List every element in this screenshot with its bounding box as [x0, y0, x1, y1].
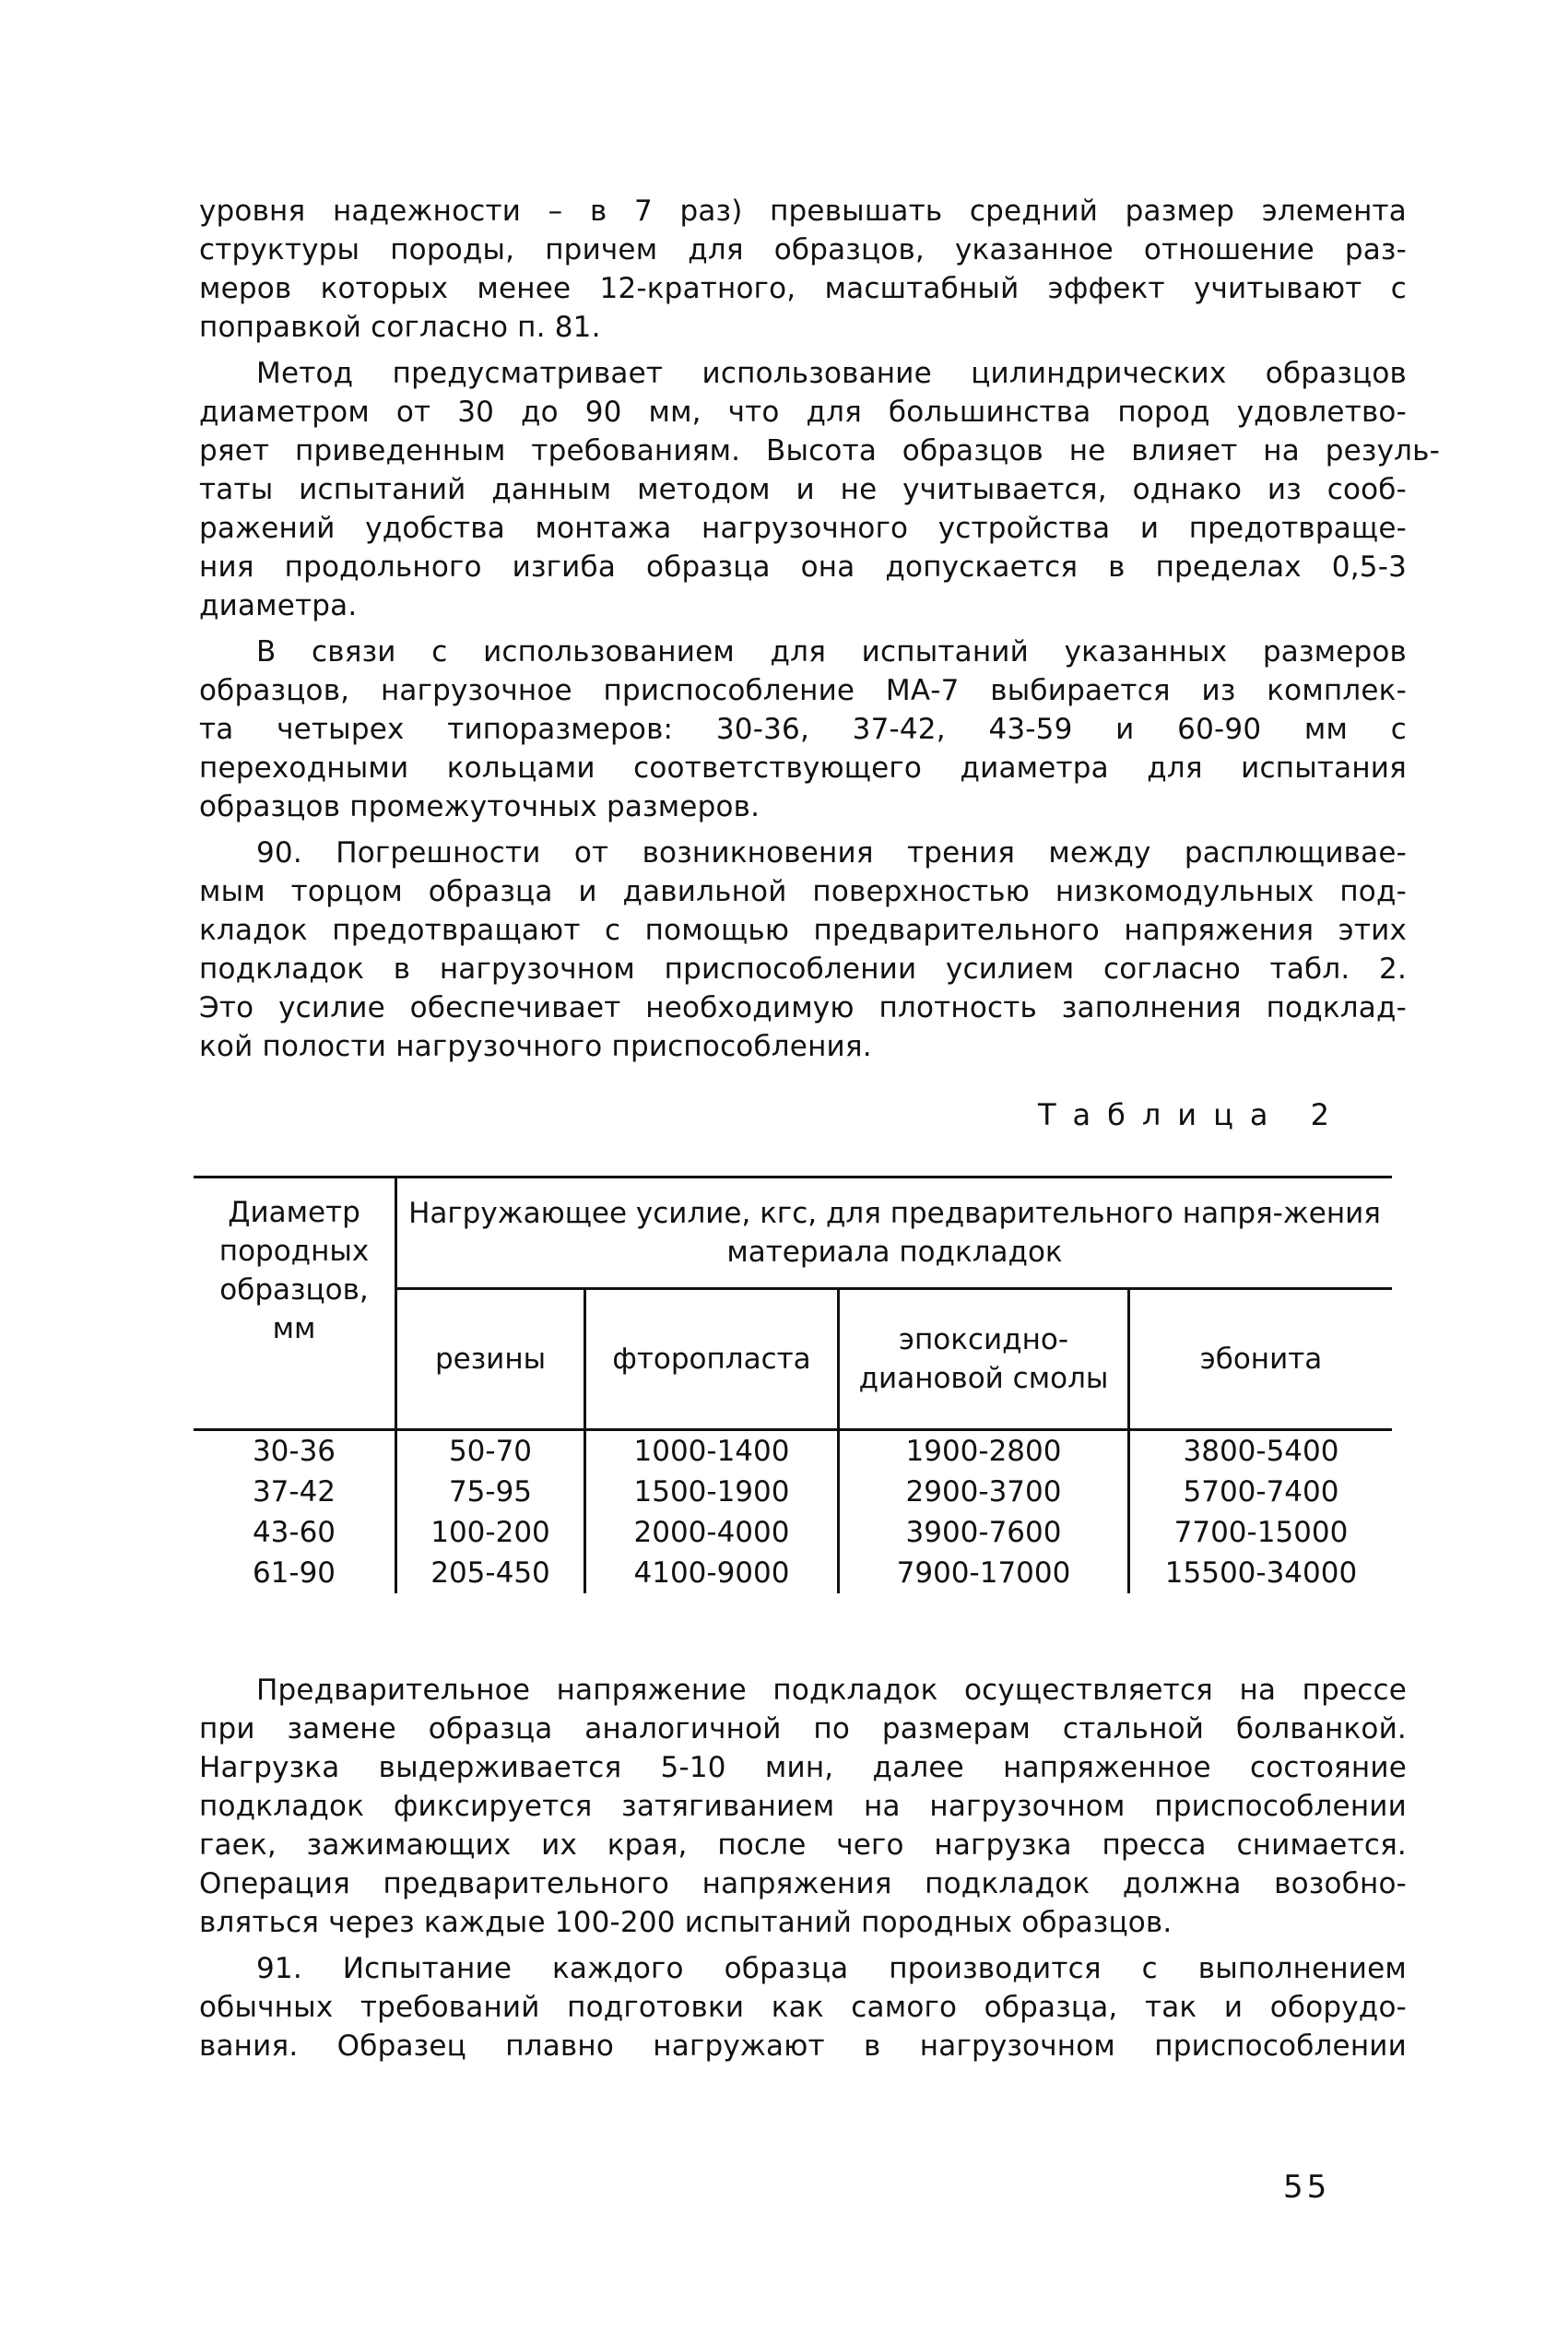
cell-load-value: 7900-17000	[839, 1553, 1129, 1593]
cell-load-value: 4100-9000	[585, 1553, 839, 1593]
cell-load-value: 205-450	[396, 1553, 585, 1593]
text-line: при замене образца аналогичной по размерам стальной болванкой.	[199, 1712, 1407, 1745]
text-line: В связи с использованием для испытаний указанных размеров	[256, 635, 1407, 669]
text-line: 91. Испытание каждого образца производится с выполнением	[256, 1952, 1407, 1985]
text-line: Предварительное напряжение подкладок осуществляется на прессе	[256, 1674, 1407, 1707]
table-row	[194, 1512, 1392, 1553]
text-line: Нагрузка выдерживается 5-10 мин, далее напряженное состояние	[199, 1751, 1407, 1784]
text-line: обычных требований подготовки как самого образца, так и оборудо-	[199, 1991, 1407, 2024]
table-caption: Таблица 2	[1037, 1097, 1346, 1132]
table-row	[194, 1553, 1392, 1593]
text-line: гаек, зажимающих их края, после чего нагрузка пресса снимается.	[199, 1828, 1407, 1862]
text-line: кой полости нагрузочного приспособления.	[199, 1030, 872, 1063]
paragraph-6	[199, 1949, 1407, 2065]
cell-load-value: 1500-1900	[585, 1472, 839, 1512]
header-load: Нагружающее усилие, кгс, для предварительного напря-жения материала подкладок	[396, 1177, 1393, 1289]
text-line: структуры породы, причем для образцов, указанное отношение раз-	[199, 233, 1407, 266]
cell-diameter: 30-36	[194, 1430, 396, 1473]
cell-load-value: 2900-3700	[839, 1472, 1129, 1512]
body-text-bottom	[199, 1671, 1407, 2073]
text-line: поправкой согласно п. 81.	[199, 311, 601, 344]
cell-diameter: 37-42	[194, 1472, 396, 1512]
text-line: Операция предварительного напряжения подкладок должна возобно-	[199, 1867, 1407, 1900]
cell-load-value: 2000-4000	[585, 1512, 839, 1553]
text-line: ряет приведенным требованиям. Высота образцов не влияет на резуль-	[199, 434, 1440, 467]
text-line: ния продольного изгиба образца она допускается в пределах 0,5-3	[199, 550, 1407, 584]
cell-load-value: 75-95	[396, 1472, 585, 1512]
paragraph-2	[199, 354, 1440, 625]
table-row	[194, 1472, 1392, 1512]
text-line: уровня надежности – в 7 раз) превышать средний размер элемента	[199, 195, 1407, 228]
cell-load-value: 50-70	[396, 1430, 585, 1473]
table-body	[194, 1430, 1392, 1594]
cell-load-value: 5700-7400	[1183, 1475, 1339, 1509]
body-text-top	[199, 192, 1440, 1073]
cell-load-value: 100-200	[396, 1512, 585, 1553]
text-line: вания. Образец плавно нагружают в нагрузочном приспособлении	[199, 2029, 1407, 2063]
paragraph-5	[199, 1671, 1407, 1942]
text-line: таты испытаний данным методом и не учитывается, однако из сооб-	[199, 473, 1407, 506]
text-line: подкладок в нагрузочном приспособлении усилием согласно табл. 2.	[199, 953, 1407, 986]
text-line: кладок предотвращают с помощью предварительного напряжения этих	[199, 914, 1407, 947]
text-line: образцов промежуточных размеров.	[199, 790, 760, 823]
subheader-rubber: резины	[396, 1289, 585, 1430]
header-diameter: Диаметр породных образцов, мм	[194, 1177, 396, 1430]
paragraph-1	[199, 192, 1407, 347]
cell-diameter: 61-90	[194, 1553, 396, 1593]
cell-diameter: 43-60	[194, 1512, 396, 1553]
text-line: Это усилие обеспечивает необходимую плотность заполнения подклад-	[199, 991, 1407, 1024]
table-header-row	[194, 1177, 1392, 1289]
page-number: 55	[1283, 2169, 1331, 2206]
text-line: переходными кольцами соответствующего диаметра для испытания	[199, 751, 1407, 785]
text-line: подкладок фиксируется затягиванием на нагрузочном приспособлении	[199, 1790, 1407, 1823]
text-line: мым торцом образца и давильной поверхностью низкомодульных под-	[199, 875, 1407, 908]
text-line: 90. Погрешности от возникновения трения между расплющивае-	[256, 836, 1407, 870]
cell-load-value: 3900-7600	[839, 1512, 1129, 1553]
paragraph-3	[199, 633, 1407, 826]
text-line: та четырех типоразмеров: 30-36, 37-42, 43-59 и 60-90 мм с	[199, 713, 1407, 746]
subheader-ebonite: эбонита	[1129, 1289, 1393, 1430]
text-line: диаметра.	[199, 589, 358, 622]
text-line: вляться через каждые 100-200 испытаний породных образцов.	[199, 1906, 1173, 1939]
text-line: диаметром от 30 до 90 мм, что для большинства пород удовлетво-	[199, 396, 1407, 429]
load-table	[194, 1176, 1392, 1593]
cell-load-value: 15500-34000	[1164, 1556, 1358, 1590]
cell-load-value: 1000-1400	[585, 1430, 839, 1473]
table-row	[194, 1430, 1392, 1473]
text-line: образцов, нагрузочное приспособление МА-7 выбирается из комплек-	[199, 674, 1407, 707]
text-line: меров которых менее 12-кратного, масштабный эффект учитывают с	[199, 272, 1407, 305]
subheader-epoxy: эпоксидно-диановой смолы	[839, 1289, 1129, 1430]
cell-load-value: 7700-15000	[1173, 1516, 1349, 1549]
text-line: ражений удобства монтажа нагрузочного устройства и предотвраще-	[199, 512, 1407, 545]
cell-load-value: 1900-2800	[839, 1430, 1129, 1473]
paragraph-4	[199, 834, 1407, 1066]
cell-load-value: 3800-5400	[1183, 1435, 1339, 1468]
subheader-fluoroplast: фторопласта	[585, 1289, 839, 1430]
text-line: Метод предусматривает использование цилиндрических образцов	[256, 357, 1407, 390]
